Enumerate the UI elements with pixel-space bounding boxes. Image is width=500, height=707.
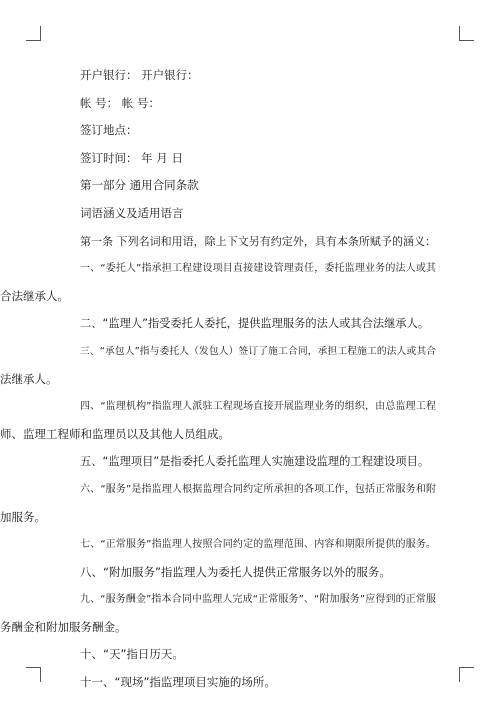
definition-1-line-2: 合法继承人。 — [0, 288, 69, 303]
crop-mark-bottom-right — [459, 667, 474, 682]
document-body — [0, 62, 436, 697]
account-line: 帐 号： 帐 号： — [80, 95, 160, 110]
bank-line-1: 开户银行： 开户银行： — [80, 68, 199, 82]
article-one-intro: 第一条 下列名词和用语，除上下文另有约定外，具有本条所赋予的涵义： — [80, 234, 436, 248]
definition-11: 十一、“现场”指监理项目实施的场所。 — [80, 675, 276, 690]
definition-3-line-1: 三、“承包人”指与委托人（发包人）签订了施工合同，承担工程施工的法人或其合 — [80, 345, 436, 357]
definition-7: 七、“正常服务”指监理人按照合同约定的监理范围、内容和期限所提供的服务。 — [80, 539, 436, 551]
crop-mark-top-left — [26, 26, 41, 41]
definition-9-line-1: 九、“服务酬金”指本合同中监理人完成“正常服务”、“附加服务”应得到的正常服 — [80, 594, 436, 606]
definition-8: 八、“附加服务”指监理人为委托人提供正常服务以外的服务。 — [80, 564, 391, 579]
definitions-heading: 词语涵义及适用语言 — [80, 205, 184, 220]
definition-6-line-1: 六、“服务”是指监理人根据监理合同约定所承担的各项工作，包括正常服务和附 — [80, 483, 436, 495]
definition-3-line-2: 法继承人。 — [0, 371, 58, 386]
definition-4-line-2: 师、监理工程师和监理员以及其他人员组成。 — [0, 426, 230, 441]
signing-time: 签订时间： 年 月 日 — [80, 150, 183, 165]
crop-mark-bottom-left — [26, 667, 41, 682]
definition-6-line-2: 加服务。 — [0, 509, 46, 524]
definition-1-line-1: 一、“委托人”指承担工程建设项目直接建设管理责任，委托监理业务的法人或其 — [80, 263, 436, 275]
definition-4-line-1: 四、“监理机构”指监理人派驻工程现场直接开展监理业务的组织，由总监理工程 — [80, 401, 436, 413]
part-one-heading: 第一部分 通用合同条款 — [80, 178, 199, 193]
definition-2: 二、“监理人”指受委托人委托，提供监理服务的法人或其合法继承人。 — [80, 317, 430, 331]
definition-10: 十、“天”指日历天。 — [80, 647, 184, 662]
signing-place: 签订地点： — [80, 123, 138, 138]
definition-5: 五、“监理项目”是指委托人委托监理人实施建设监理的工程建设项目。 — [80, 455, 430, 469]
definition-9-line-2: 务酬金和附加服务酬金。 — [0, 619, 127, 634]
crop-mark-top-right — [459, 26, 474, 41]
